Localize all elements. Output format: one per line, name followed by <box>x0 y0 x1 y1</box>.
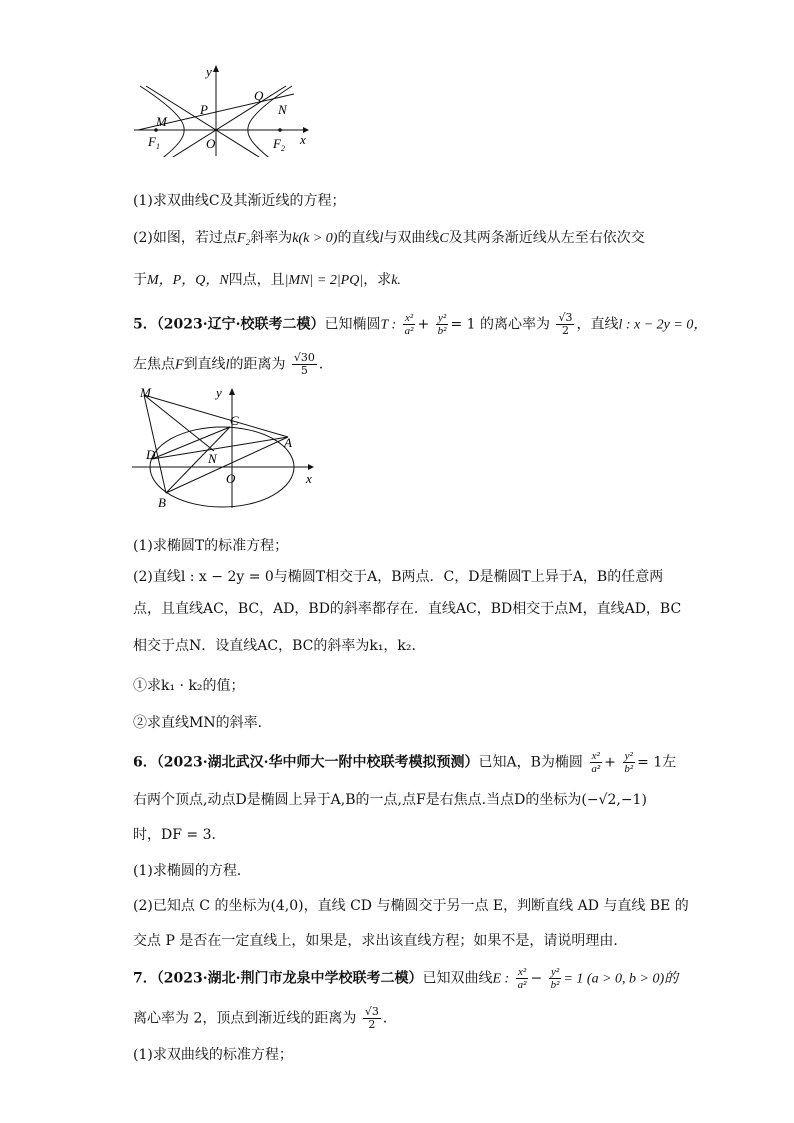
p4-q2-line2: 于M，P，Q，N四点，且|MN| = 2|PQ|，求k. <box>133 272 401 288</box>
label-F1: $F_1$ <box>148 134 160 151</box>
label-x: x <box>300 132 306 147</box>
label-y: y <box>216 385 222 400</box>
p5-q2-line3: 相交于点N．设直线AC，BC的斜率为k₁，k₂． <box>133 638 426 654</box>
y-axis-arrow <box>229 388 235 395</box>
x-axis-arrow <box>308 464 314 470</box>
label-F2: $F_2$ <box>273 136 285 153</box>
point-F2 <box>278 128 282 132</box>
p6-q1: (1)求椭圆的方程． <box>133 863 251 879</box>
label-N: N <box>208 451 217 466</box>
figure-ellipse <box>128 383 323 513</box>
label-O: O <box>206 136 216 151</box>
p7-q1: (1)求双曲线的标准方程； <box>133 1047 293 1063</box>
p6-q2-line1: (2)已知点 C 的坐标为(4,0)，直线 CD 与椭圆交于另一点 E，判断直线 AD 与直线 BE 的 <box>133 898 689 914</box>
label-M: M <box>156 114 167 129</box>
figure-hyperbola <box>128 62 318 157</box>
p5-sub2: ②求直线MN的斜率． <box>133 715 272 731</box>
p6-line1: 6．（2023·湖北武汉·华中师大一附中校联考模拟预测）已知A，B为椭圆 $\frac{\text{x²}}{\text{a²}}$ + $\frac{\text{y²}}{\text{b²}}$ = 1左 <box>133 750 677 775</box>
p6-line2: 右两个顶点,动点D是椭圆上异于A,B的一点,点F是右焦点.当点D的坐标为(−√2,−1) <box>133 792 647 808</box>
seg-D-A <box>152 437 288 459</box>
label-M: M <box>140 385 151 400</box>
p5-q1: (1)求椭圆T的标准方程； <box>133 538 289 554</box>
p5-q2-line1: (2)直线l : x − 2y = 0与椭圆T相交于A，B两点．C，D是椭圆T上异于A，B的任意两 <box>133 569 664 585</box>
label-O: O <box>226 471 236 486</box>
label-Q: Q <box>254 88 264 103</box>
p5-sub1: ①求k₁ · k₂的值； <box>133 678 245 694</box>
label-x: x <box>306 471 312 486</box>
p5-line2: 左焦点F到直线l的距离为 $\frac{√30}{5}$ ． <box>133 351 333 377</box>
label-C: C <box>230 413 239 428</box>
p5-line1: 5．（2023·辽宁·校联考二模）已知椭圆T : $\frac{\text{x²}}{\text{a²}}$ + $\frac{\text{y²}}{\text{b²}}$ = 1 的离心率为 $\frac{√3}{2}$ ，直线l : x − 2y = 0， <box>133 311 708 337</box>
label-P: P <box>200 102 208 117</box>
p6-line3: 时，DF = 3． <box>133 827 226 843</box>
p7-line2: 离心率为 2，顶点到渐近线的距离为 $\frac{√3}{2}$ ． <box>133 1005 397 1031</box>
p4-q2-line1: (2)如图，若过点F₂斜率为k(k > 0)的直线l与双曲线C及其两条渐近线从左至右依次交 <box>133 230 645 246</box>
y-axis-arrow <box>213 65 219 72</box>
p4-q1: (1)求双曲线C及其渐近线的方程； <box>133 193 346 209</box>
p6-q2-line2: 交点 P 是否在一定直线上，如果是，求出该直线方程；如果不是，请说明理由． <box>133 933 628 949</box>
p7-line1: 7．（2023·湖北·荆门市龙泉中学校联考二模）已知双曲线E : $\frac{\text{x²}}{\text{a²}}$ − $\frac{\text{y²}}{\text{b²}}$ = 1 (a > 0, b > 0)的 <box>133 966 679 991</box>
label-D: D <box>146 447 156 462</box>
p5-q2-line2: 点，且直线AC，BC，AD，BD的斜率都存在．直线AC，BD相交于点M，直线AD，BC <box>133 601 682 617</box>
seg-M-A <box>144 395 288 437</box>
label-B: B <box>158 495 166 510</box>
label-A: A <box>284 435 292 450</box>
label-y: y <box>206 64 212 79</box>
label-N: N <box>278 102 287 117</box>
